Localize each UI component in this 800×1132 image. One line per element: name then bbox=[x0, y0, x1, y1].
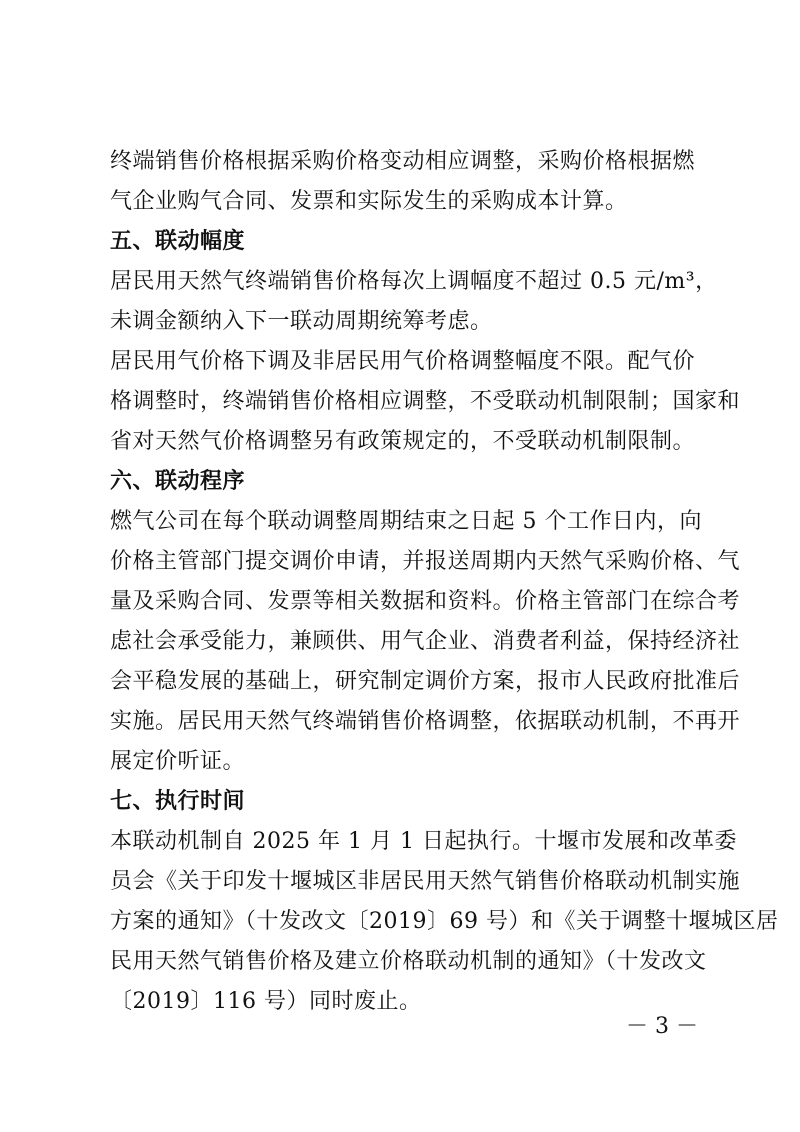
body-line: 未调金额纳入下一联动周期统筹考虑。 bbox=[110, 309, 493, 334]
body-line: 燃气公司在每个联动调整周期结束之日起 5 个工作日内，向 bbox=[110, 509, 702, 534]
section-heading: 七、执行时间 bbox=[110, 789, 246, 814]
body-line: 展定价听证。 bbox=[110, 749, 246, 774]
body-line: 民用天然气销售价格及建立价格联动机制的通知》（十发改文 bbox=[110, 949, 707, 974]
page-number: － 3 － bbox=[626, 1014, 698, 1039]
body-line: 实施。居民用天然气终端销售价格调整，依据联动机制，不再开 bbox=[110, 709, 741, 734]
body-line: 本联动机制自 2025 年 1 月 1 日起执行。十堰市发展和改革委 bbox=[110, 829, 737, 854]
body-line: 终端销售价格根据采购价格变动相应调整，采购价格根据燃 bbox=[110, 149, 696, 174]
body-line: 〔2019〕116 号）同时废止。 bbox=[110, 989, 422, 1014]
section-heading: 五、联动幅度 bbox=[110, 229, 246, 254]
body-line: 量及采购合同、发票等相关数据和资料。价格主管部门在综合考 bbox=[110, 589, 741, 614]
body-line: 员会《关于印发十堰城区非居民用天然气销售价格联动机制实施 bbox=[110, 869, 741, 894]
body-line: 气企业购气合同、发票和实际发生的采购成本计算。 bbox=[110, 189, 628, 214]
body-line: 居民用天然气终端销售价格每次上调幅度不超过 0.5 元/m³， bbox=[110, 269, 718, 294]
body-line: 格调整时，终端销售价格相应调整，不受联动机制限制；国家和 bbox=[110, 389, 741, 414]
body-line: 居民用气价格下调及非居民用气价格调整幅度不限。配气价 bbox=[110, 349, 696, 374]
body-line: 省对天然气价格调整另有政策规定的，不受联动机制限制。 bbox=[110, 429, 696, 454]
body-line: 方案的通知》（十发改文〔2019〕69 号）和《关于调整十堰城区居 bbox=[110, 909, 779, 934]
section-heading: 六、联动程序 bbox=[110, 469, 246, 494]
body-line: 价格主管部门提交调价申请，并报送周期内天然气采购价格、气 bbox=[110, 549, 741, 574]
body-line: 虑社会承受能力，兼顾供、用气企业、消费者利益，保持经济社 bbox=[110, 629, 741, 654]
body-line: 会平稳发展的基础上，研究制定调价方案，报市人民政府批准后 bbox=[110, 669, 741, 694]
